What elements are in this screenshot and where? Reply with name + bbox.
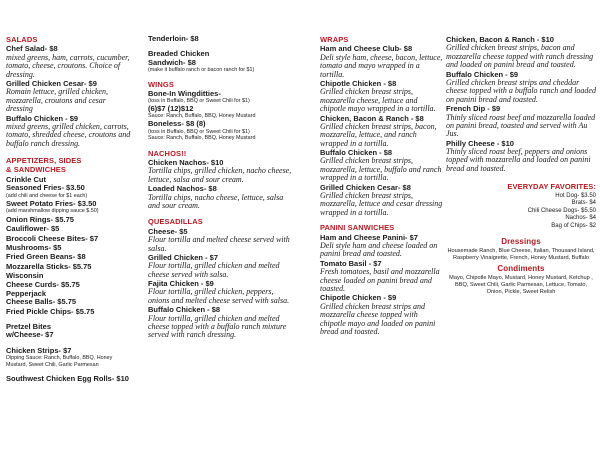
item-name: Buffalo Chicken - $9 bbox=[6, 113, 79, 123]
item-note: (add chili and cheese for $1 each) bbox=[6, 192, 88, 199]
item-note: (add marshmallow dipping sauce $.50) bbox=[6, 208, 99, 215]
item-name: Mushrooms- $5 bbox=[6, 242, 62, 252]
item-name: Fajita Chicken - $9 bbox=[148, 279, 214, 289]
condiments-list: Mayo, Chipotle Mayo, Mustard, Honey Mustard, Ketchup , BBQ, Sweet Chili, Garlic Parmesan, Lettuce, Tomato, Onion, Pickle, Sweet Relish bbox=[449, 274, 593, 296]
item-name: Mozzarella Sticks- $5.75 bbox=[6, 261, 92, 271]
item-name: Loaded Nachos- $8 bbox=[148, 184, 217, 194]
salads-heading: SALADS bbox=[6, 35, 38, 44]
item-name: Fried Pickle Chips- $5.75 bbox=[6, 306, 95, 316]
menu-item bbox=[320, 80, 444, 114]
wraps-heading: WRAPS bbox=[320, 35, 349, 44]
item-desc: Tortilla chips, nacho cheese, lettuce, salsa and sour cream. bbox=[148, 192, 284, 210]
item-note: (make it buffalo ranch or bacon ranch for $1) bbox=[148, 67, 255, 74]
item-name: Chipotle Chicken - $8 bbox=[320, 78, 397, 88]
condiments-heading: Condiments bbox=[497, 263, 545, 273]
menu-item bbox=[446, 140, 596, 174]
item-name: Chicken Strips- $7 bbox=[6, 345, 72, 355]
panini-heading: PANINI SANWICHES bbox=[320, 223, 395, 233]
menu-item bbox=[446, 36, 596, 70]
item-price: (6)$7 (12)$12 bbox=[148, 103, 194, 113]
item-name: Chicken Nachos- $10 bbox=[148, 158, 224, 167]
item-name: Grilled Chicken - $7 bbox=[148, 252, 219, 262]
item-desc: Romain lettuce, grilled chicken, mozzarella, croutons and cesar dressing bbox=[6, 87, 108, 114]
everyday-item: Nachos- $4 bbox=[565, 215, 596, 222]
item-desc: Grilled chicken breast strips, bacon, mozzarella, lettuce, and ranch wrapped in a tortilla. bbox=[320, 121, 437, 148]
everyday-item: Hot Dog- $3.50 bbox=[555, 192, 596, 199]
everyday-favorites-heading: EVERYDAY FAVORITES: bbox=[507, 182, 596, 192]
menu-item bbox=[446, 105, 596, 139]
item-name: Grilled Chicken Cesar- $9 bbox=[6, 78, 97, 88]
item-desc: mixed greens, grilled chicken, carrots, tomato, shredded cheese, croutons and buffalo ranch dressing. bbox=[6, 121, 131, 148]
menu-item bbox=[320, 294, 444, 336]
item-desc: Deli style ham and cheese loaded on panini bread and toasted. bbox=[320, 240, 438, 259]
item-name: Philly Cheese - $10 bbox=[446, 138, 514, 148]
item-name: Onion Rings- $5.75 bbox=[6, 214, 74, 224]
item-name: Ham and Cheese Panini- $7 bbox=[320, 232, 418, 242]
item-name: Crinkle Cut bbox=[6, 174, 47, 184]
item-desc: Deli style ham, cheese, bacon, lettuce, tomato and mayo wrapped in a tortilla. bbox=[320, 52, 443, 79]
item-name: Buffalo Chicken - $8 bbox=[320, 148, 393, 158]
menu-item bbox=[148, 159, 294, 184]
item-desc: Thinly sliced roast beef and mozzarella loaded on panini bread, toasted and served with Au Jus. bbox=[446, 112, 596, 139]
menu-item bbox=[320, 45, 444, 79]
item-desc: Grilled chicken breast strips and mozzarella cheese topped with chipotle mayo and loaded on panini bread and toasted. bbox=[320, 301, 436, 336]
menu-item bbox=[148, 306, 294, 340]
item-name: Southwest Chicken Egg Rolls- $10 bbox=[6, 374, 129, 383]
item-desc: Grilled chicken breast strips and cheddar cheese topped with a buffalo ranch and loaded on panini bread and toasted. bbox=[446, 77, 596, 104]
menu-item bbox=[6, 45, 134, 79]
item-name: Cheese- $5 bbox=[148, 226, 188, 236]
sandwiches-heading: & SANDWICHES bbox=[6, 165, 66, 175]
item-name: Cauliflower- $5 bbox=[6, 224, 60, 234]
item-desc: Flour tortilla, grilled chicken and melted cheese topped with a buffalo ranch mixture served with ranch dressing. bbox=[148, 313, 287, 340]
item-name: Seasoned Fries- $3.50 bbox=[6, 183, 85, 193]
menu-item bbox=[148, 254, 294, 279]
item-name: Boneless- $8 (8) bbox=[148, 119, 206, 129]
item-note: (toss in Buffalo, BBQ or Sweet Chili for $1) bbox=[148, 98, 250, 105]
item-desc: mixed greens, ham, carrots, cucumber, tomato, cheese, croutons. Choice of dressing. bbox=[6, 52, 130, 79]
item-name: French Dip - $9 bbox=[446, 104, 501, 114]
menu-item bbox=[148, 228, 294, 253]
item-note: Sauce: Ranch, Buffalo, BBQ, Honey Mustard bbox=[148, 135, 256, 142]
item-name: Chipotle Chicken - $9 bbox=[320, 293, 397, 303]
menu-column-4 bbox=[446, 36, 596, 296]
item-name: Sandwich- $8 bbox=[148, 57, 196, 67]
menu-column-1 bbox=[6, 36, 134, 383]
menu-item bbox=[320, 184, 444, 218]
menu-item bbox=[148, 280, 294, 305]
item-desc: Tortilla chips, grilled chicken, nacho cheese, lettuce, salsa and sour cream. bbox=[148, 166, 292, 184]
everyday-item: Bag of Chips- $2 bbox=[551, 222, 596, 229]
item-desc: Fresh tomatoes, basil and mozzarella cheese loaded on panini bread and toasted. bbox=[320, 267, 440, 293]
item-name: Fried Green Beans- $8 bbox=[6, 252, 86, 262]
menu-item bbox=[446, 71, 596, 105]
item-name: Cheese Curds- $5.75 bbox=[6, 279, 80, 289]
item-desc: Grilled chicken breast strips, mozzarella, lettuce, buffalo and ranch wrapped in a tortilla. bbox=[320, 156, 442, 183]
nachos-heading: NACHOS!! bbox=[148, 148, 187, 158]
menu-item bbox=[320, 115, 444, 149]
item-note: Dipping Sauce: Ranch, Buffalo, BBQ, Honey Mustard, Sweet Chili, Garlic Parmesan bbox=[6, 355, 113, 368]
dressings-heading: Dressings bbox=[501, 237, 541, 247]
menu-item bbox=[320, 260, 444, 294]
item-note: Sauce: Ranch, Buffalo, BBQ, Honey Mustard bbox=[148, 113, 256, 120]
item-name: Chef Salad- $8 bbox=[6, 44, 58, 54]
item-name: Wisconsin bbox=[6, 271, 44, 281]
item-desc: Flour tortilla and melted cheese served with salsa. bbox=[148, 235, 290, 253]
item-name: Cheese Balls- $5.75 bbox=[6, 297, 77, 307]
menu-item bbox=[320, 234, 444, 259]
item-desc: Flour tortilla, grilled chicken and melted cheese served with salsa. bbox=[148, 261, 280, 279]
menu-item bbox=[148, 185, 294, 210]
item-name: Buffalo Chicken - $9 bbox=[446, 69, 519, 79]
item-desc: Grilled chicken breast strips, bacon and mozzarella cheese topped with ranch dressing and loaded on panini bread and toasted. bbox=[446, 43, 594, 70]
dressings-list: Housemade Ranch, Blue Cheese, Italian, Thousand Island, Raspberry Vinaigrette, French, Honey Mustard, Buffalo bbox=[447, 248, 595, 262]
menu-item bbox=[320, 149, 444, 183]
menu-item bbox=[6, 115, 134, 149]
item-name: Buffalo Chicken - $8 bbox=[148, 305, 221, 315]
quesadillas-heading: QUESADILLAS bbox=[148, 217, 203, 227]
item-name: Chicken, Bacon & Ranch - $10 bbox=[446, 35, 554, 44]
item-name: Breaded Chicken bbox=[148, 49, 210, 59]
item-name: w/Cheese- $7 bbox=[6, 330, 54, 340]
item-name: Tomato Basil - $7 bbox=[320, 258, 382, 268]
item-name: Grilled Chicken Cesar- $8 bbox=[320, 182, 411, 192]
spacer bbox=[6, 340, 134, 346]
item-name: Chicken, Bacon & Ranch - $8 bbox=[320, 113, 424, 123]
item-name: Pepperjack bbox=[6, 288, 47, 298]
wings-heading: WINGS bbox=[148, 79, 174, 89]
item-name: Ham and Cheese Club- $8 bbox=[320, 44, 413, 54]
everyday-item: Chili Cheese Dogs- $5.50 bbox=[527, 207, 596, 214]
item-name: Broccoli Cheese Bites- $7 bbox=[6, 233, 99, 243]
menu-column-3 bbox=[320, 36, 444, 336]
everyday-item: Brats- $4 bbox=[571, 200, 596, 207]
menu-column-2 bbox=[148, 34, 294, 340]
item-desc: Flour tortilla, grilled chicken, peppers, onions and melted cheese served with salsa. bbox=[148, 287, 290, 305]
item-name: Pretzel Bites bbox=[6, 322, 52, 332]
item-note: (toss in Buffalo, BBQ or Sweet Chili for $1) bbox=[148, 128, 250, 135]
menu-item bbox=[6, 80, 134, 114]
item-desc: Thinly sliced roast beef, peppers and onions topped with mozzarella and loaded on panini bread and toasted. bbox=[446, 147, 591, 173]
item-desc: Grilled chicken breast strips, mozzarella cheese, lettuce and chipotle mayo wrapped in a tortilla. bbox=[320, 87, 436, 114]
item-name: Sweet Potato Fries- $3.50 bbox=[6, 199, 97, 209]
appetizers-heading: APPETIZERS, SIDES bbox=[6, 156, 82, 166]
item-name: Bone-In Wingditties- bbox=[148, 88, 221, 98]
item-name: Tenderloin- $8 bbox=[148, 34, 199, 43]
item-desc: Grilled chicken breast strips, mozzarella, lettuce and cesar dressing wrapped in a tortilla. bbox=[320, 191, 443, 217]
